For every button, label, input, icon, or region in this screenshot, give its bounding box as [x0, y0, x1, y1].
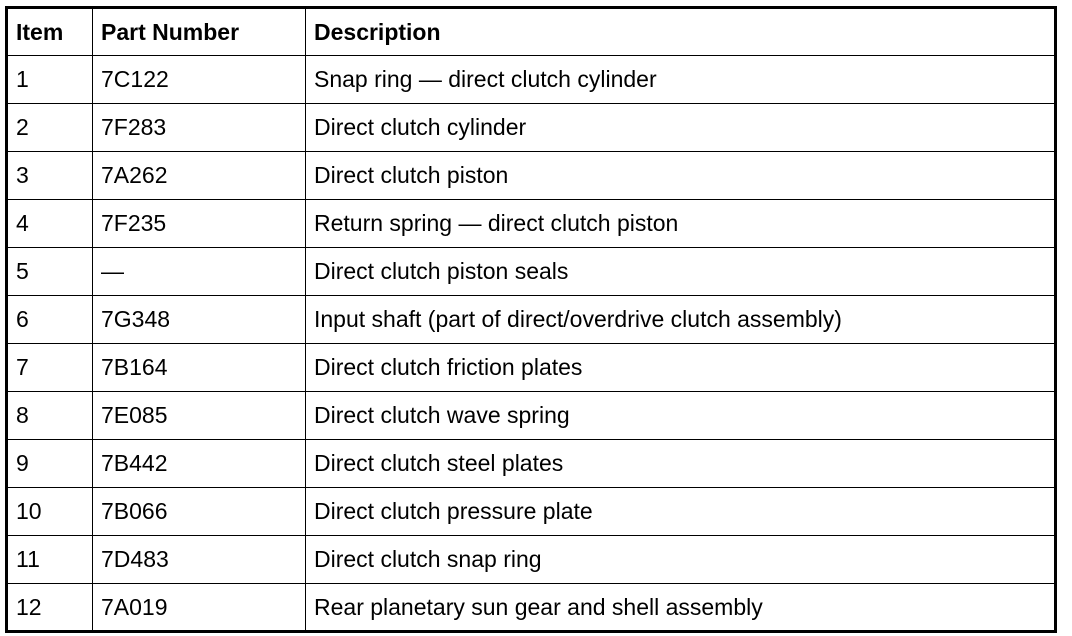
table-row [7, 152, 1056, 200]
cell-item: 7 [7, 344, 93, 392]
cell-part-number: 7A262 [93, 152, 306, 200]
cell-description: Direct clutch snap ring [306, 536, 1056, 584]
header-description: Description [306, 8, 1056, 56]
cell-item: 6 [7, 296, 93, 344]
cell-item: 12 [7, 584, 93, 632]
cell-description: Direct clutch piston [306, 152, 1056, 200]
cell-part-number: 7D483 [93, 536, 306, 584]
cell-part-number: — [93, 248, 306, 296]
table-row [7, 104, 1056, 152]
cell-description: Snap ring — direct clutch cylinder [306, 56, 1056, 104]
cell-description: Direct clutch piston seals [306, 248, 1056, 296]
cell-description: Direct clutch cylinder [306, 104, 1056, 152]
table-row [7, 536, 1056, 584]
table-row [7, 392, 1056, 440]
cell-part-number: 7F235 [93, 200, 306, 248]
table-row [7, 584, 1056, 632]
table-row [7, 344, 1056, 392]
cell-item: 3 [7, 152, 93, 200]
table-row [7, 440, 1056, 488]
cell-description: Direct clutch friction plates [306, 344, 1056, 392]
cell-part-number: 7C122 [93, 56, 306, 104]
cell-item: 8 [7, 392, 93, 440]
cell-part-number: 7F283 [93, 104, 306, 152]
cell-part-number: 7B066 [93, 488, 306, 536]
cell-description: Direct clutch wave spring [306, 392, 1056, 440]
cell-description: Direct clutch steel plates [306, 440, 1056, 488]
header-part-number: Part Number [93, 8, 306, 56]
cell-item: 5 [7, 248, 93, 296]
cell-part-number: 7E085 [93, 392, 306, 440]
cell-description: Return spring — direct clutch piston [306, 200, 1056, 248]
table-row [7, 296, 1056, 344]
cell-item: 4 [7, 200, 93, 248]
cell-part-number: 7G348 [93, 296, 306, 344]
cell-description: Direct clutch pressure plate [306, 488, 1056, 536]
cell-part-number: 7B442 [93, 440, 306, 488]
cell-description: Rear planetary sun gear and shell assembly [306, 584, 1056, 632]
table-row [7, 248, 1056, 296]
cell-item: 10 [7, 488, 93, 536]
table-row [7, 488, 1056, 536]
cell-item: 2 [7, 104, 93, 152]
table-header-row [7, 8, 1056, 56]
table-row [7, 56, 1056, 104]
cell-item: 9 [7, 440, 93, 488]
parts-table [5, 6, 1057, 633]
cell-description: Input shaft (part of direct/overdrive clutch assembly) [306, 296, 1056, 344]
cell-part-number: 7A019 [93, 584, 306, 632]
header-item: Item [7, 8, 93, 56]
table-row [7, 200, 1056, 248]
cell-part-number: 7B164 [93, 344, 306, 392]
cell-item: 11 [7, 536, 93, 584]
cell-item: 1 [7, 56, 93, 104]
